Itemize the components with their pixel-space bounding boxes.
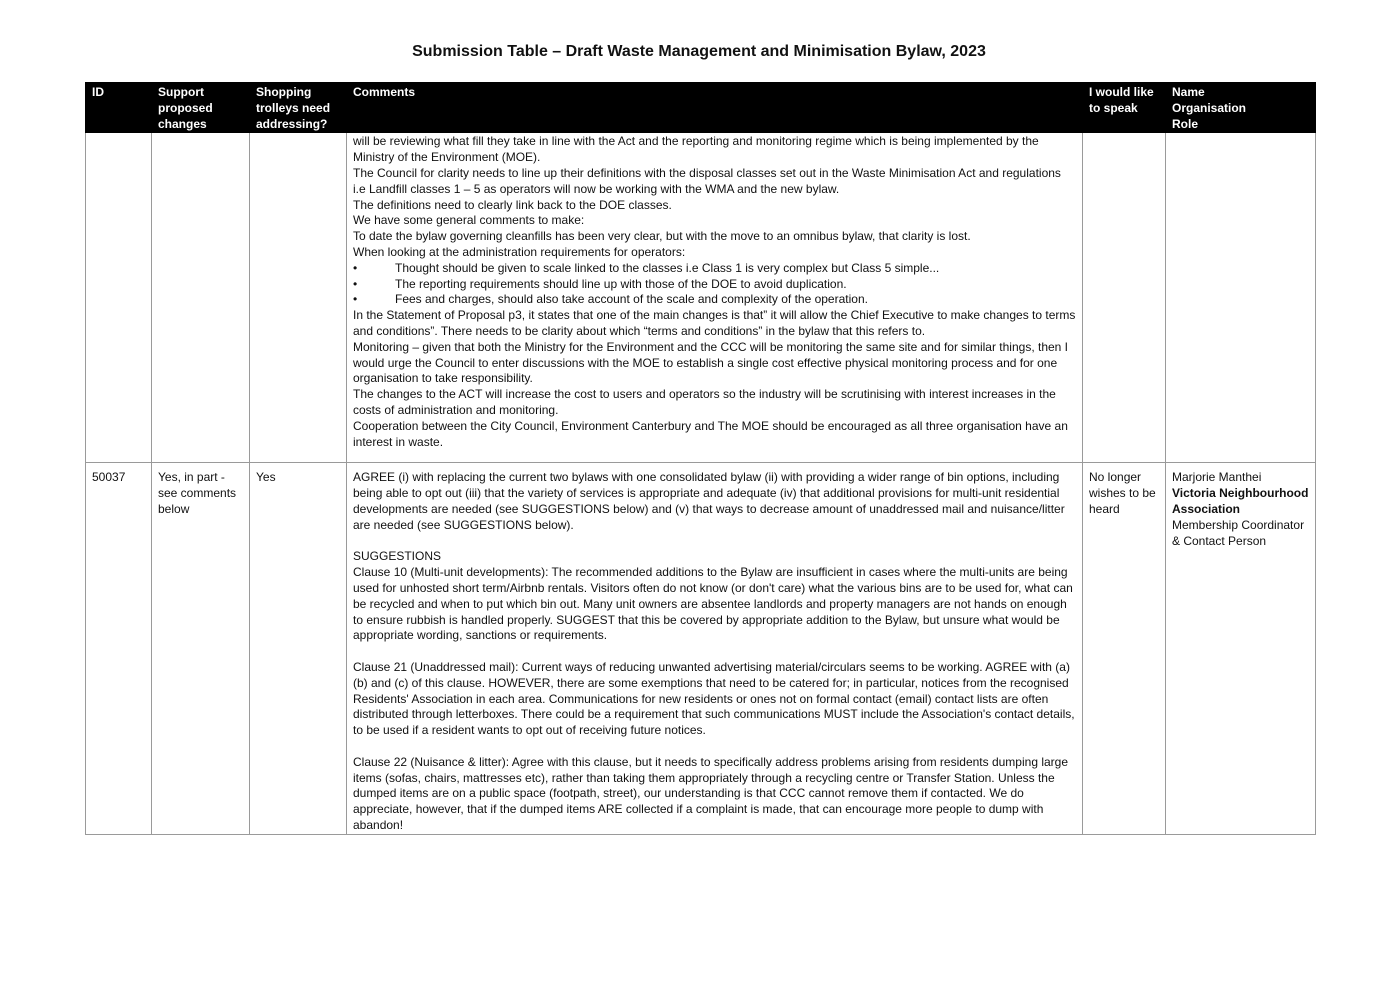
bullet-dot-icon: • bbox=[353, 276, 358, 291]
comment-paragraph: Clause 21 (Unaddressed mail): Current ways of reducing unwanted advertising material/circulars seems to be working. AGREE with (a) (b) and (c) of this clause. HOWEVER, there are some exemptions that need to be catered for; in particular, notices from the recognised Residents' Association in each area. Communications for new residents or ones not on formal contact (email) contact lists are often distributed through letterboxes. There could be a requirement that such communications MUST include the Association's contact details, to be used if a resident wants to opt out of receiving future notices. bbox=[353, 659, 1075, 738]
header-trolleys-line: addressing? bbox=[256, 116, 328, 131]
cell-name bbox=[1166, 463, 1316, 834]
trolleys-value: Yes bbox=[256, 470, 276, 485]
cell-id bbox=[86, 463, 152, 834]
cell-id bbox=[86, 133, 152, 463]
comment-bullet-text: Fees and charges, should also take account of the scale and complexity of the operation. bbox=[395, 292, 868, 307]
cell-trolleys bbox=[250, 133, 347, 463]
support-value: Yes, in part - see comments below bbox=[158, 470, 237, 516]
header-speak-line: to speak bbox=[1089, 100, 1138, 115]
comment-paragraph: The Council for clarity needs to line up their definitions with the disposal classes set out in the Waste Minimisation Act and regulations i.e Landfill classes 1 – 5 as operators will now be working with the WMA and the new bylaw. bbox=[353, 165, 1061, 196]
document-title: Submission Table – Draft Waste Management and Minimisation Bylaw, 2023 bbox=[412, 43, 986, 60]
submitter-name: Marjorie Manthei bbox=[1172, 470, 1262, 485]
submission-id: 50037 bbox=[92, 470, 126, 485]
submission-table bbox=[85, 82, 1316, 835]
table-row bbox=[86, 463, 1316, 834]
comment-paragraph: The changes to the ACT will increase the cost to users and operators so the industry will be scrutinising with interest increases in the costs of administration and monitoring. bbox=[353, 387, 1056, 417]
comment-paragraph: will be reviewing what fill they take in line with the Act and the reporting and monitoring regime which is being implemented by the Ministry of the Environment (MOE). bbox=[353, 134, 1039, 165]
cell-speak bbox=[1083, 133, 1166, 463]
header-trolleys-line: Shopping bbox=[256, 85, 312, 99]
header-name-line: Role bbox=[1172, 116, 1199, 131]
cell-support bbox=[152, 463, 250, 834]
comment-paragraph: To date the bylaw governing cleanfills has been very clear, but with the move to an omnibus bylaw, that clarity is lost. bbox=[353, 229, 971, 244]
comment-paragraph: When looking at the administration requirements for operators: bbox=[353, 244, 686, 259]
header-name bbox=[1166, 83, 1316, 133]
cell-comments bbox=[347, 133, 1083, 463]
header-trolleys-line: trolleys need bbox=[256, 100, 331, 115]
bullet-dot-icon: • bbox=[353, 292, 358, 307]
comments-block bbox=[353, 134, 1076, 450]
comment-bullet-item bbox=[353, 261, 1076, 277]
cell-speak bbox=[1083, 463, 1166, 834]
cell-comments bbox=[347, 463, 1083, 834]
table-row bbox=[86, 133, 1316, 463]
comment-bullet-text: The reporting requirements should line up with those of the DOE to avoid duplication. bbox=[395, 276, 847, 291]
cell-trolleys bbox=[250, 463, 347, 834]
comment-paragraph: In the Statement of Proposal p3, it states that one of the main changes is that” it will allow the Chief Executive to make changes to terms and conditions”. There needs to be clarity about which “terms and conditions” in the bylaw that this refers to. bbox=[353, 308, 1076, 338]
header-support-line: changes bbox=[158, 116, 207, 131]
header-id: ID bbox=[86, 83, 152, 133]
header-name-line: Organisation bbox=[1172, 100, 1247, 115]
paragraph-gap bbox=[353, 534, 1076, 550]
comment-bullet-text: Thought should be given to scale linked to the classes i.e Class 1 is very complex but Class 5 simple... bbox=[395, 260, 940, 275]
paragraph-gap bbox=[353, 739, 1076, 755]
bullet-dot-icon: • bbox=[353, 260, 358, 275]
speak-value: No longer wishes to be heard bbox=[1089, 470, 1156, 516]
header-support-line: proposed bbox=[158, 100, 213, 115]
comment-paragraph: The definitions need to clearly link back to the DOE classes. bbox=[353, 197, 672, 212]
header-support bbox=[152, 83, 250, 133]
table-header-row bbox=[86, 83, 1316, 133]
comment-bullet-item bbox=[353, 292, 1076, 308]
paragraph-gap bbox=[353, 644, 1076, 660]
comment-paragraph: AGREE (i) with replacing the current two bylaws with one consolidated bylaw (ii) with providing a wider range of bin options, including being able to opt out (iii) that the variety of services is appropriate and adequate (iv) that additional provisions for multi-unit residential developments are needed (see SUGGESTIONS below) and (v) that ways to decrease amount of unaddressed mail and nuisance/litter are needed (see SUGGESTIONS below). bbox=[353, 470, 1065, 532]
comment-paragraph: SUGGESTIONS bbox=[353, 549, 442, 564]
comment-paragraph: Clause 10 (Multi-unit developments): The recommended additions to the Bylaw are insufficient in cases where the multi-units are being used for unhosted short term/Airbnb rentals. Visitors often do not know (or don't care) what the various bins are to be used for, what can be recycled and when to put which bin out. Many unit owners are absentee landlords and property managers are not hands on enough to ensure rubbish is handled properly. SUGGEST that this be covered by appropriate addition to the Bylaw, but unsure what would be appropriate wording, sanctions or requirements. bbox=[353, 565, 1073, 643]
comment-bullet-item bbox=[353, 277, 1076, 293]
comment-paragraph: Cooperation between the City Council, Environment Canterbury and The MOE should be encouraged as all three organisation have an interest in waste. bbox=[353, 418, 1068, 449]
comment-paragraph: Clause 22 (Nuisance & litter): Agree with this clause, but it needs to specifically address problems arising from residents dumping large items (sofas, chairs, mattresses etc), rather than taking them appropriately through a recycling centre or Transfer Station. Unless the dumped items are on a public space (footpath, street), our understanding is that CCC cannot remove them if contacted. We do appreciate, however, that if the dumped items ARE collected if a complaint is made, that can encourage more people to dump with abandon! bbox=[353, 754, 1069, 832]
submitter-organisation: Victoria Neighbourhood Association bbox=[1172, 486, 1309, 516]
comment-paragraph: We have some general comments to make: bbox=[353, 213, 585, 228]
header-name-line: Name bbox=[1172, 85, 1205, 99]
cell-name bbox=[1166, 133, 1316, 463]
header-support-line: Support bbox=[158, 85, 204, 99]
submitter-role: Membership Coordinator & Contact Person bbox=[1172, 517, 1305, 548]
header-comments: Comments bbox=[347, 83, 1083, 133]
comments-block bbox=[353, 470, 1076, 833]
comment-paragraph: Monitoring – given that both the Ministry for the Environment and the CCC will be monitoring the same site and for similar things, then I would urge the Council to enter discussions with the MOE to establish a single cost effective physical monitoring process and for one organisation to take responsibility. bbox=[353, 339, 1069, 386]
cell-support bbox=[152, 133, 250, 463]
header-trolleys bbox=[250, 83, 347, 133]
header-speak bbox=[1083, 83, 1166, 133]
header-speak-line: I would like bbox=[1089, 85, 1154, 99]
